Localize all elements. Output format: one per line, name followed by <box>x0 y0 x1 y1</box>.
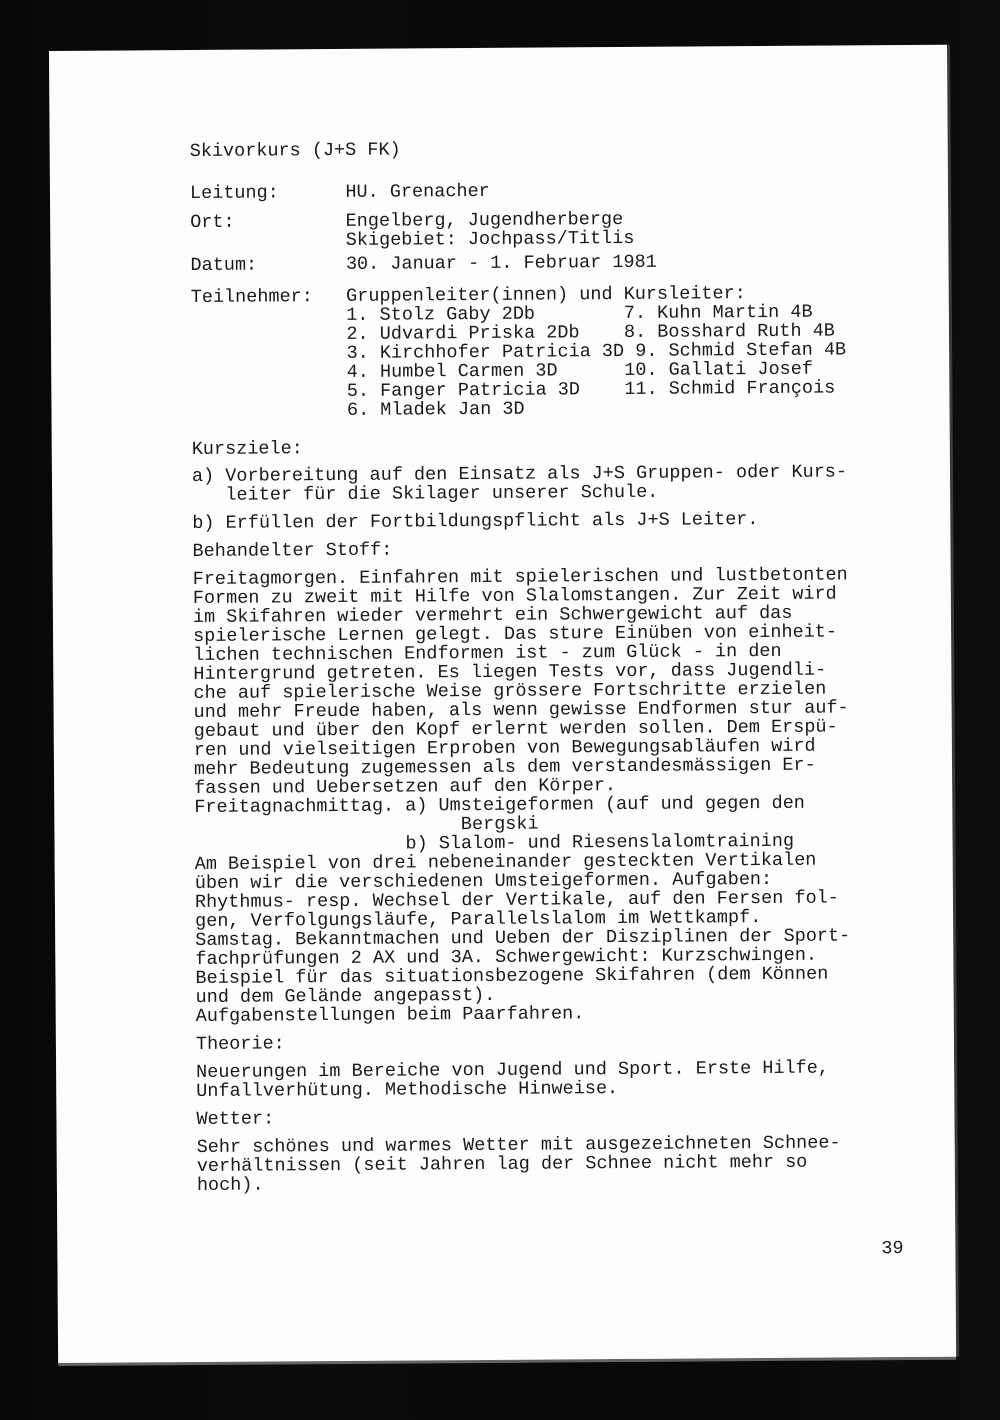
section-kursziele-heading <box>192 435 910 459</box>
section-datum <box>190 251 908 275</box>
text-line: Hintergrund getreten. Es liegen Tests vor, dass Jugendli- <box>193 659 827 686</box>
document-page <box>49 45 956 1363</box>
text-line: Skigebiet: Jochpass/Titlis <box>190 227 635 253</box>
section-theorie-body <box>196 1058 914 1101</box>
text-line: Sehr schönes und warmes Wetter mit ausgezeichneten Schnee- <box>196 1132 841 1158</box>
section-wetter-heading <box>196 1105 914 1129</box>
text-line: Kursziele: <box>191 438 303 461</box>
text-line: Skivorkurs (J+S FK) <box>189 139 401 163</box>
text-line: fassen und Uebersetzen auf den Körper. <box>194 775 617 800</box>
text-line: spielerische Lernen gelegt. Das sture Einüben von einheit- <box>193 621 838 648</box>
text-line: 1. Stolz Gaby 2Db 7. Kuhn Martin 4B <box>190 301 813 328</box>
text-line: 3. Kirchhofer Patricia 3D 9. Schmid Stefan 4B <box>191 339 847 366</box>
section-kursziele-a <box>192 462 910 505</box>
text-line: Beispiel für das situationsbezogene Skifahren (dem Können <box>195 963 829 989</box>
text-line: 5. Fanger Patricia 3D 11. Schmid François <box>191 377 836 404</box>
text-line: Theorie: <box>195 1033 285 1055</box>
text-line: ren und vielseitigen Erproben von Bewegungsabläufen wird <box>193 735 816 762</box>
text-line: mehr Bedeutung zugemessen als dem verstandesmässigen Er- <box>193 754 816 781</box>
section-teilnehmer <box>191 283 910 421</box>
text-line: che auf spielerische Weise grössere Fortschritte erzielen <box>193 678 827 705</box>
section-stoff-heading <box>192 537 910 561</box>
section-title <box>190 137 908 161</box>
text-line: leiter für die Skilager unserer Schule. <box>192 481 659 507</box>
text-line: gebaut und über den Kopf erlernt werden sollen. Dem Erspü- <box>193 716 838 743</box>
text-line: Wetter: <box>196 1108 275 1130</box>
text-line: Aufgabenstellungen beim Paarfahren. <box>195 1003 585 1027</box>
text-line: Leitung: HU. Grenacher <box>189 180 490 205</box>
text-line: b) Slalom- und Riesenslalomtraining <box>194 830 795 857</box>
text-line: verhältnissen (seit Jahren lag der Schnee nicht mehr so <box>196 1151 808 1177</box>
text-line: a) Vorbereitung auf den Einsatz als J+S Gruppen- oder Kurs- <box>191 461 848 488</box>
text-line: Am Beispiel von drei nebeneinander gesteckten Vertikalen <box>194 849 817 876</box>
text-line: gen, Verfolgungsläufe, Parallelslalom im Wettkampf. <box>195 907 762 933</box>
text-line: hoch). <box>196 1174 264 1196</box>
section-theorie-heading <box>196 1030 914 1054</box>
text-line: 6. Mladek Jan 3D <box>191 398 525 423</box>
text-line: Neuerungen im Bereiche von Jugend und Sport. Erste Hilfe, <box>196 1057 830 1083</box>
text-line: und dem Gelände angepasst). <box>195 984 496 1008</box>
section-kursziele-b <box>192 509 910 533</box>
text-line: Bergski <box>194 813 539 838</box>
section-wetter-body <box>197 1133 915 1195</box>
typewritten-text <box>190 137 915 1195</box>
text-line: im Skifahren wieder vermehrt ein Schwergewicht auf das <box>192 602 793 629</box>
text-line: 4. Humbel Carmen 3D 10. Gallati Josef <box>191 358 814 385</box>
text-line: und mehr Freude haben, als wenn gewisse Endformen stur auf- <box>193 697 849 724</box>
text-line: Freitagnachmittag. a) Umsteigeformen (auf und gegen den <box>194 792 805 819</box>
text-line: 2. Udvardi Priska 2Db 8. Bosshard Ruth 4B <box>190 320 835 347</box>
page-number: 39 <box>881 1238 904 1260</box>
text-line: Ort: Engelberg, Jugendherberge <box>190 208 624 234</box>
text-line: lichen technischen Endformen ist - zum Glück - in den <box>193 640 782 667</box>
text-line: üben wir die verschiedenen Umsteigeformen. Aufgaben: <box>194 868 773 895</box>
text-line: Freitagmorgen. Einfahren mit spielerischen und lustbetonten <box>192 564 848 591</box>
text-line: Behandelter Stoff: <box>192 539 393 563</box>
section-stoff-body <box>193 565 914 1026</box>
text-line: Unfallverhütung. Methodische Hinweise. <box>196 1078 619 1102</box>
text-line: Datum: 30. Januar - 1. Februar 1981 <box>190 251 657 277</box>
text-line: Rhythmus- resp. Wechsel der Vertikale, auf den Fersen fol- <box>194 887 839 914</box>
text-line: Teilnehmer: Gruppenleiter(innen) und Kursleiter: <box>190 283 746 309</box>
text-line: Formen zu zweit mit Hilfe von Slalomstangen. Zur Zeit wird <box>192 583 837 610</box>
text-line: b) Erfüllen der Fortbildungspflicht als J+S Leiter. <box>192 509 759 535</box>
section-ort <box>190 208 908 251</box>
text-line: fachprüfungen 2 AX und 3A. Schwergewicht: Kurzschwingen. <box>195 944 818 971</box>
text-line: Samstag. Bekanntmachen und Ueben der Disziplinen der Sport- <box>195 925 851 952</box>
section-leitung <box>190 179 908 203</box>
